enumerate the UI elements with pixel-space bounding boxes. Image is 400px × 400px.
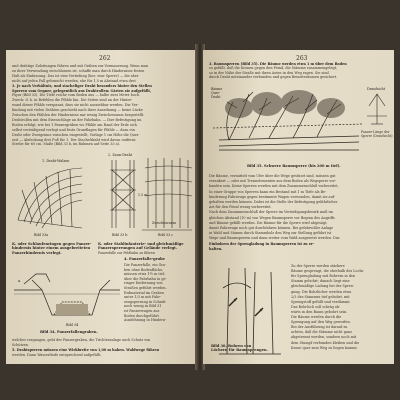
text-line: Strebe für 60 cm. Maße (Bild 33 b, im Rahmen auf Seite 33 a). [12,142,121,147]
text-line: halten. [209,246,223,251]
text-line: und Bäume gefällt werden. Die Bäume für die Sperre wird abgesägt, [209,220,328,225]
text-line: gleichen Abstand (10 m) von Wegen Baumsperre vor Beginn des Angriffs [209,215,335,220]
text-line: Die Bäume werden durch die [291,315,342,319]
text-line: Figur (Bild 33). Die Tiefe reiche vom Boden aus — halbe zwei Meter hoch. [12,93,141,98]
figure-33-label-fence: 2. Zaun-Draht [108,153,133,157]
text-line: zeit — Abdeckung drei Fuß für 1. Der Stacheldraht wird davon entfernt. [12,137,137,142]
text-line: abgetrennt werden, sondern noch mit [291,335,357,340]
text-line: 3. Baumsperren (Bild 35). Die Bäume werden etwa 1 m über dem Boden [209,62,347,66]
figure-33-label-a: Bild 33a [34,233,49,237]
text-line: Sprengstoff gefüllt und verdämmt. [291,299,351,304]
figure-35-side-label-wire: Draht [211,95,221,99]
text-line: ben ohne Bodenfläche, [124,267,164,272]
text-line: über die Fahrbahn in ge- [124,276,167,281]
text-line: hinderung Fahrzeuge gegen bestimmte Wagen verwenden, damit sie auf- [209,194,336,199]
text-line: gleichmäßige Ladung bei der Spren- [291,284,354,289]
text-line: gehalten werden können. Dabei ist die Stelle der Befestigung gefährlicher [209,200,338,204]
text-line: 3. Je nach Verhältnis, und stacheliger Draht besonders hinter den Stellen [12,83,152,88]
text-line: Sperren vom Gegner, gelegentlich aus Drahtrollen; Gärten sie aufgefüllt, [12,88,152,93]
left-page [6,50,197,364]
figure-35-inset-caption: Panzer-Länge der Sperre (Draufsicht) [361,130,393,138]
text-line: unter 1/3 m mit Fahr- [124,295,162,300]
text-line: Wege und Baumsperren und dann weiter vom Wald ausgesetzt werden. Das [209,236,340,241]
text-line: Die Panzerfalle, ein Gra- [124,263,167,267]
text-line: handen sein. Keine Sperren werden mit dem Zusammenschluß vorbereitet, [209,184,339,189]
text-line: noch wenig in Bild 31 [124,304,162,309]
figure-33-caption-b: K. oder Stahlinfanterie- und gleichmäßige Panzersperrungen auf Gelände verlegt. [98,242,184,251]
figure-34-label-a: a [18,278,21,283]
text-line: werden. Dann Wasserläufe entsprechend aufgefüllt. [12,353,102,357]
text-line: Zwischen den Pfählen der Hindernisse nur wenig Zwischenraum hergestellt. [12,113,145,117]
right-page [203,50,394,364]
text-line: zu ihrer Verwendung entschlossen ist, schaffe man durch Hindernisse festen [12,68,145,73]
figure-34-drawing [12,260,122,328]
text-line: Einbohren der Sprengladung in Baumsperren ist zu er- [209,241,315,246]
text-line: achten, daß die Stämme nicht ganz [291,330,352,335]
figure-34-title: 4. Panzerfalle-grube [124,257,165,261]
figure-33-caption-c: Panzerfalle zur Feldbahn zu führen [98,251,155,255]
text-line: Erdmaterial im Graben [124,290,164,295]
text-line: Zu der Sperre werden stärkere [291,264,345,268]
figure-35-side-label-trees: Bäume [211,87,223,91]
text-line: müssen etwa 1½ m tief, [124,272,165,277]
text-line: nicht auf jeden Fall gebraucht werden, ehe für 1,5 m Abstand etwa drei [12,78,136,83]
text-line: selbst verteidigend verlegt und feste Grundlagen für Pfähle — dazu ein [12,127,135,132]
text-line: Stamm gebohrt; danach liegt eine [291,279,350,284]
figure-34-label-b: Bild 34 [66,323,79,327]
text-line: Sprengung auf den Weg geworfen. [291,320,351,325]
figure-36-caption: Bild 36. Bohren von Löchern für Baumsprengen. [211,344,268,353]
text-line: Schützen. [12,343,30,347]
figure-34-caption: Bild 34. Panzerfallengraben. [40,330,98,334]
text-line: und drahtige Zuleitungen führen und mit Gräben zur Vermauerung. Wenn man [12,64,149,68]
text-line: Zweck: d. h. in Befehlen die Pfähle hin. Die Seiten sind an der Hinter- [12,98,133,103]
figure-35-drawing [209,80,391,160]
page-number: 263 [296,55,308,62]
text-line: Nach dem Zusammenschluß der Sperre im Verteidigungsbezirk muß im [209,210,333,215]
text-line: Ausdehnung in Hindern- [124,318,167,323]
text-line: in Wald und Stamm durch Stammholz den Weg zur Stellung geführt ist [209,231,332,236]
text-line: Halt als Einfassung. Das ist eine Vertiefung (lies: eine Sperre) — die aber [12,73,139,78]
text-line: 2/3 des Stammes tief gebohrt, mit [291,294,350,299]
text-line: welches vergangen, geht der Panzergraben, die Trichteranlage auch Schutz von [12,338,151,342]
text-line: so in der Nähe der Straße mit ihren Ästen in den Weg ragen. Sie sind [209,70,329,75]
text-line: Drahtrollen mit dem Eisenschlage an der Fahrbahn. — Ihre Befestigung im [12,117,142,122]
text-line: Draht oder Zweigrinne zwischen eingestellt, Vorlage 1 cm Höhe die Quer- [12,132,140,137]
text-line: ist Panzerwagen aus [124,309,160,313]
text-line: dem Stumpf verbunden bleiben und die [291,340,360,345]
text-line: Bei der Ausführung ist darauf zu [291,325,348,330]
figure-33-drawing [12,150,194,240]
text-line: Bäume gesprengt, die oberhalb des Lochs [291,269,364,274]
text-line: Straßen geführt werden. [124,286,167,290]
text-line: Krone quer zum Weg zu liegen kommt. [291,345,358,350]
figure-33-label-wire-roll: 1. Draht-Walzen [42,159,70,163]
text-line: durch Draht miteinander verbunden und gegen Beiseiteräumen gesichert. [209,75,338,80]
figure-35-side-label-cross: Quer- [211,91,221,95]
text-line: 5. Drahtsperren müssen eine Wirkbreite von 1,00 m haben. Waldwege führen [12,348,160,352]
text-line: Boden durchgeführt [124,313,159,318]
text-line: In einer Gruppe von Sperren kann ein Bestand mit 1 m Tiefe als Be- [209,189,327,194]
text-line: wand dieser Pfähle verspannt, dass sie nicht ausziehbar werden. Die Ver- [12,103,139,108]
figure-33-height-note: 1,5 m [138,193,148,197]
figure-35-inset-label: Draufsicht [367,87,386,91]
figure-35-caption: Bild 35. Schwere Baumsperre (bis 200 m tief). [247,164,341,168]
figure-33-mid-label: Zwischenraum [152,221,176,225]
text-line: ringer Entfernung von [124,281,163,286]
text-line: Art für den Feind wenig vorbereitet. [209,205,272,210]
text-line: damit Fahrzeuge noch gut durchfahren können. Bei gefahrvoller Anlage [209,226,334,230]
text-line: verankert — oder mit Trennelementen aus dem Boden als Wegsperre vor- [209,179,337,184]
text-line: wärts in den Baum gebohrt sein. [291,309,348,314]
text-line: so gefällt, daß die Kronen gegen den Feind, die Stämme zusammengelegt, [209,66,338,71]
figure-33-label-c: Bild 33 c [158,233,174,237]
figure-33-label-b: Bild 33 b [112,233,128,237]
text-line: Das Bohrloch soll schräg ab- [291,304,341,309]
text-line: gung. Die Bohrlöcher werden etwa [291,289,352,294]
figure-33-caption-a: K. oder Schlaufenringen gegen Panzer- hindernis hinter einem ausgebreiteten Panzerhindernis verlegt. [12,242,92,255]
page-number: 262 [99,55,111,62]
text-line: Die Bäume, vermittelt vom Ufer über die Wege gestürzt sind, müssen gut [209,174,336,178]
text-line: zeugsperrung in Schnitt [124,299,166,304]
text-line: für Sprengladung mit Bohrern in den [291,274,356,279]
text-line: bindung mit vielen Drähten geschieht nach ihrer Anordnung — keine Lücke [12,108,143,113]
text-line: Boden erfolgt, wie bei 1 Panzergräben wo Pfähle am Rand der Erde sich [12,122,137,127]
